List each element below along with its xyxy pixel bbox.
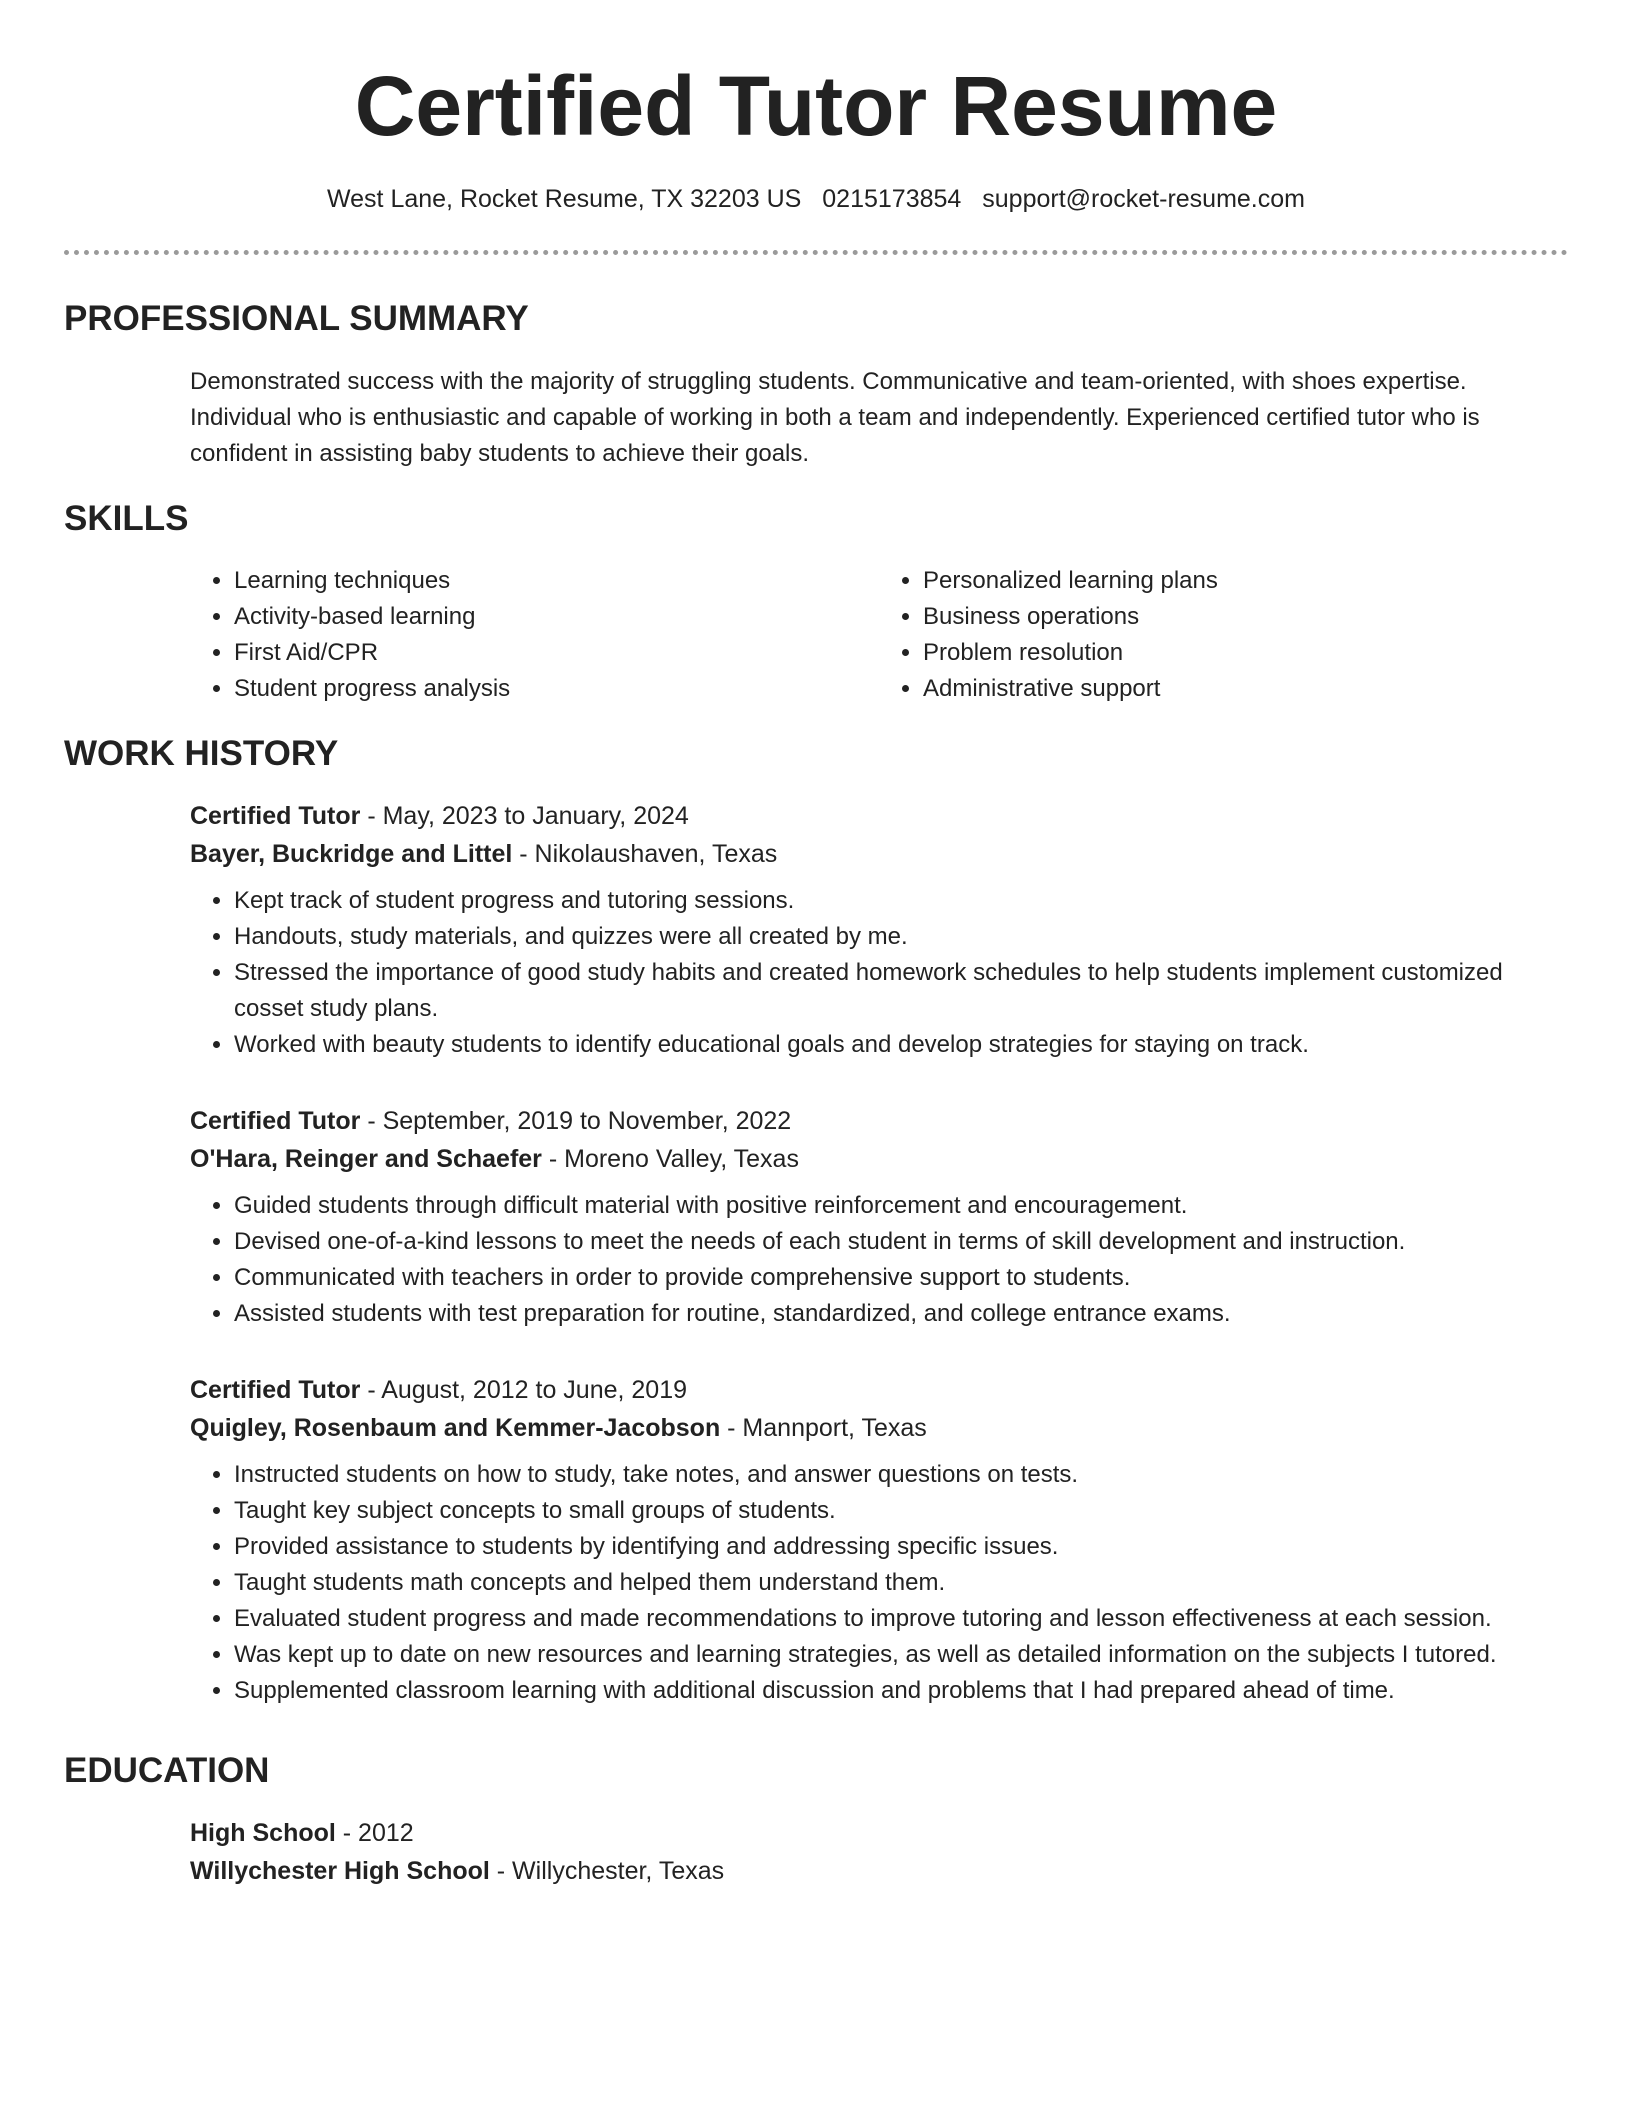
job-bullet: • Guided students through difficult material with positive reinforcement and encouragement. <box>234 1188 1568 1224</box>
job-entry <box>190 1371 1568 1709</box>
skill-item: • Activity-based learning <box>234 599 879 635</box>
education-degree-line <box>190 1814 1568 1852</box>
job-bullet: • Kept track of student progress and tutoring sessions. <box>234 883 1568 919</box>
summary-heading: PROFESSIONAL SUMMARY <box>64 299 529 338</box>
education-entry <box>190 1814 1568 1890</box>
job-role: Certified Tutor <box>190 802 361 830</box>
skills-section <box>190 563 1568 707</box>
job-company-line <box>190 1140 1568 1178</box>
contact-address: West Lane, Rocket Resume, TX 32203 US <box>327 185 802 213</box>
job-entry <box>190 1102 1568 1332</box>
education-school-line <box>190 1852 1568 1890</box>
job-role: Certified Tutor <box>190 1376 361 1404</box>
job-company: O'Hara, Reinger and Schaefer <box>190 1145 542 1173</box>
job-dates: - September, 2019 to November, 2022 <box>360 1107 792 1135</box>
job-bullet: • Supplemented classroom learning with additional discussion and problems that I had prepared ahead of time. <box>234 1673 1568 1709</box>
job-dates: - May, 2023 to January, 2024 <box>360 802 689 830</box>
skill-item: • Learning techniques <box>234 563 879 599</box>
header-divider <box>64 250 1568 255</box>
summary-section <box>190 364 1568 472</box>
job-company: Bayer, Buckridge and Littel <box>190 840 513 868</box>
job-bullets <box>190 1457 1568 1709</box>
job-company: Quigley, Rosenbaum and Kemmer-Jacobson <box>190 1414 721 1442</box>
job-bullet: • Taught students math concepts and helped them understand them. <box>234 1565 1568 1601</box>
job-bullet: • Communicated with teachers in order to provide comprehensive support to students. <box>234 1260 1568 1296</box>
resume-title: Certified Tutor Resume <box>354 59 1278 153</box>
job-role-line <box>190 797 1568 835</box>
job-location: - Nikolaushaven, Texas <box>512 840 778 868</box>
job-location: - Mannport, Texas <box>720 1414 927 1442</box>
job-bullet: • Stressed the importance of good study habits and created homework schedules to help students implement customized cosset study plans. <box>234 955 1568 1027</box>
education-degree: High School <box>190 1819 336 1847</box>
job-bullet: • Instructed students on how to study, take notes, and answer questions on tests. <box>234 1457 1568 1493</box>
job-bullet: • Provided assistance to students by identifying and addressing specific issues. <box>234 1529 1568 1565</box>
skills-heading: SKILLS <box>64 499 189 538</box>
summary-text: Demonstrated success with the majority of struggling students. Communicative and team-oriented, with shoes expertise. Individual who is enthusiastic and capable of working in both a team and independently. Experienced certified tutor who is confident in assisting baby students to achieve their goals. <box>190 368 1480 467</box>
job-role: Certified Tutor <box>190 1107 361 1135</box>
job-dates: - August, 2012 to June, 2019 <box>360 1376 688 1404</box>
job-location: - Moreno Valley, Texas <box>541 1145 799 1173</box>
education-school: Willychester High School <box>190 1857 490 1885</box>
job-header <box>190 1371 1568 1447</box>
education-location: - Willychester, Texas <box>489 1857 725 1885</box>
job-bullet: • Was kept up to date on new resources and learning strategies, as well as detailed information on the subjects I tutored. <box>234 1637 1568 1673</box>
job-company-line <box>190 1409 1568 1447</box>
skill-item: • Business operations <box>923 599 1568 635</box>
job-bullet: • Handouts, study materials, and quizzes were all created by me. <box>234 919 1568 955</box>
education-heading: EDUCATION <box>64 1751 270 1790</box>
job-bullet: • Taught key subject concepts to small groups of students. <box>234 1493 1568 1529</box>
skill-item: • Student progress analysis <box>234 671 879 707</box>
education-year: - 2012 <box>335 1819 414 1847</box>
contact-line <box>64 182 1568 216</box>
job-bullets <box>190 883 1568 1063</box>
skill-item: • First Aid/CPR <box>234 635 879 671</box>
skill-item: • Personalized learning plans <box>923 563 1568 599</box>
skills-list-right <box>879 563 1568 707</box>
job-bullets <box>190 1188 1568 1332</box>
contact-email: support@rocket-resume.com <box>982 185 1305 213</box>
work-heading: WORK HISTORY <box>64 734 339 773</box>
job-bullet: • Assisted students with test preparation for routine, standardized, and college entrance exams. <box>234 1296 1568 1332</box>
job-entry <box>190 797 1568 1063</box>
contact-phone: 0215173854 <box>822 185 962 213</box>
job-company-line <box>190 835 1568 873</box>
skills-list-left <box>190 563 879 707</box>
job-header <box>190 797 1568 873</box>
job-bullet: • Devised one-of-a-kind lessons to meet the needs of each student in terms of skill development and instruction. <box>234 1224 1568 1260</box>
job-header <box>190 1102 1568 1178</box>
skill-item: • Administrative support <box>923 671 1568 707</box>
job-bullet: • Worked with beauty students to identify educational goals and develop strategies for staying on track. <box>234 1027 1568 1063</box>
skill-item: • Problem resolution <box>923 635 1568 671</box>
job-role-line <box>190 1102 1568 1140</box>
job-bullet: • Evaluated student progress and made recommendations to improve tutoring and lesson effectiveness at each session. <box>234 1601 1568 1637</box>
job-role-line <box>190 1371 1568 1409</box>
